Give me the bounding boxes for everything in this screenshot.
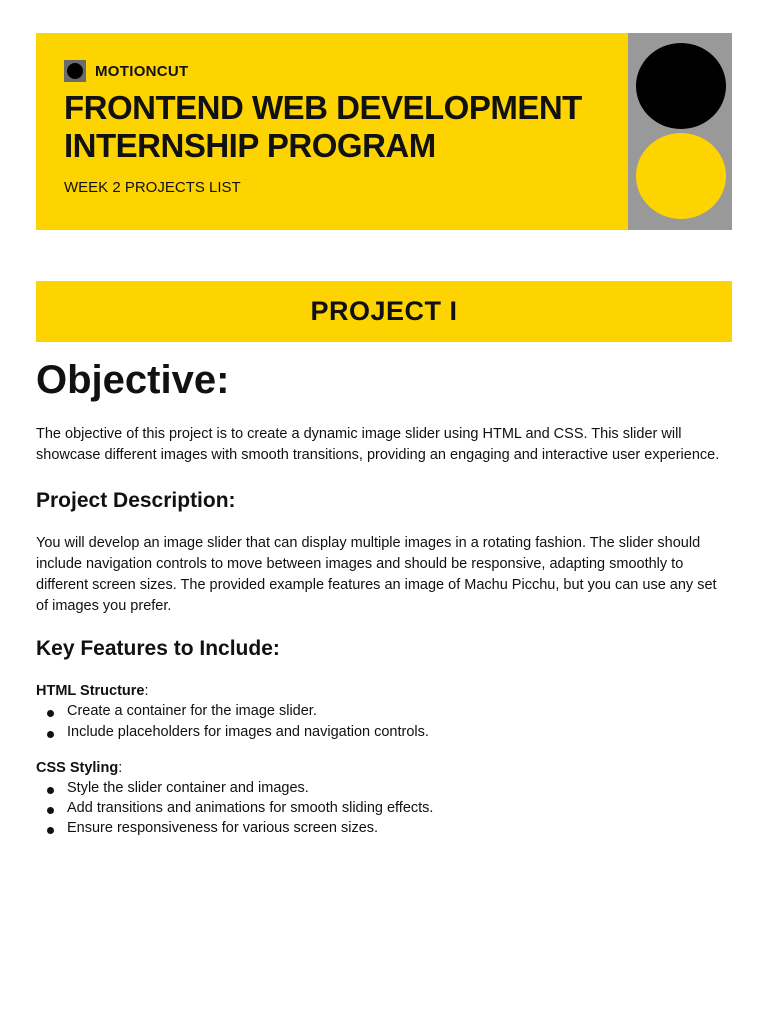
main-content bbox=[36, 352, 732, 839]
description-text: You will develop an image slider that can display multiple images in a rotating fashion. The slider should include navigation controls to move between images and should be responsive, adapting smoothly to different screen sizes. The provided example features an image of Machu Picchu, but you can use any set of images you prefer. bbox=[36, 535, 717, 614]
list-item: Style the slider container and images. bbox=[36, 778, 732, 798]
group-label: CSS Styling bbox=[36, 759, 119, 776]
list-item: Add transitions and animations for smooth sliding effects. bbox=[36, 798, 732, 818]
css-styling-list bbox=[36, 778, 732, 839]
motioncut-logo-icon bbox=[64, 60, 86, 82]
brand bbox=[64, 60, 189, 82]
html-structure-label: HTML Structure: bbox=[36, 683, 149, 700]
description-heading: Project Description: bbox=[36, 489, 236, 513]
header-banner bbox=[36, 33, 732, 230]
black-circle-icon bbox=[636, 43, 726, 129]
project-title: PROJECT I bbox=[310, 296, 458, 326]
program-title: FRONTEND WEB DEVELOPMENT INTERNSHIP PROGRAM bbox=[64, 89, 582, 164]
decorative-panel bbox=[628, 33, 732, 230]
brand-name: MOTIONCUT bbox=[95, 62, 189, 80]
yellow-circle-icon bbox=[636, 133, 726, 219]
list-item: Include placeholders for images and navigation controls. bbox=[36, 722, 732, 742]
project-banner bbox=[36, 281, 732, 342]
html-structure-list bbox=[36, 701, 732, 742]
objective-text: The objective of this project is to create a dynamic image slider using HTML and CSS. This slider will showcase different images with smooth transitions, providing an engaging and interactive user experience. bbox=[36, 426, 720, 463]
program-subtitle: WEEK 2 PROJECTS LIST bbox=[64, 179, 241, 196]
list-item: Create a container for the image slider. bbox=[36, 701, 732, 721]
list-item: Ensure responsiveness for various screen sizes. bbox=[36, 818, 732, 838]
group-label: HTML Structure bbox=[36, 683, 145, 700]
css-styling-label: CSS Styling: bbox=[36, 759, 123, 776]
objective-heading: Objective: bbox=[36, 358, 230, 402]
features-heading: Key Features to Include: bbox=[36, 637, 280, 661]
